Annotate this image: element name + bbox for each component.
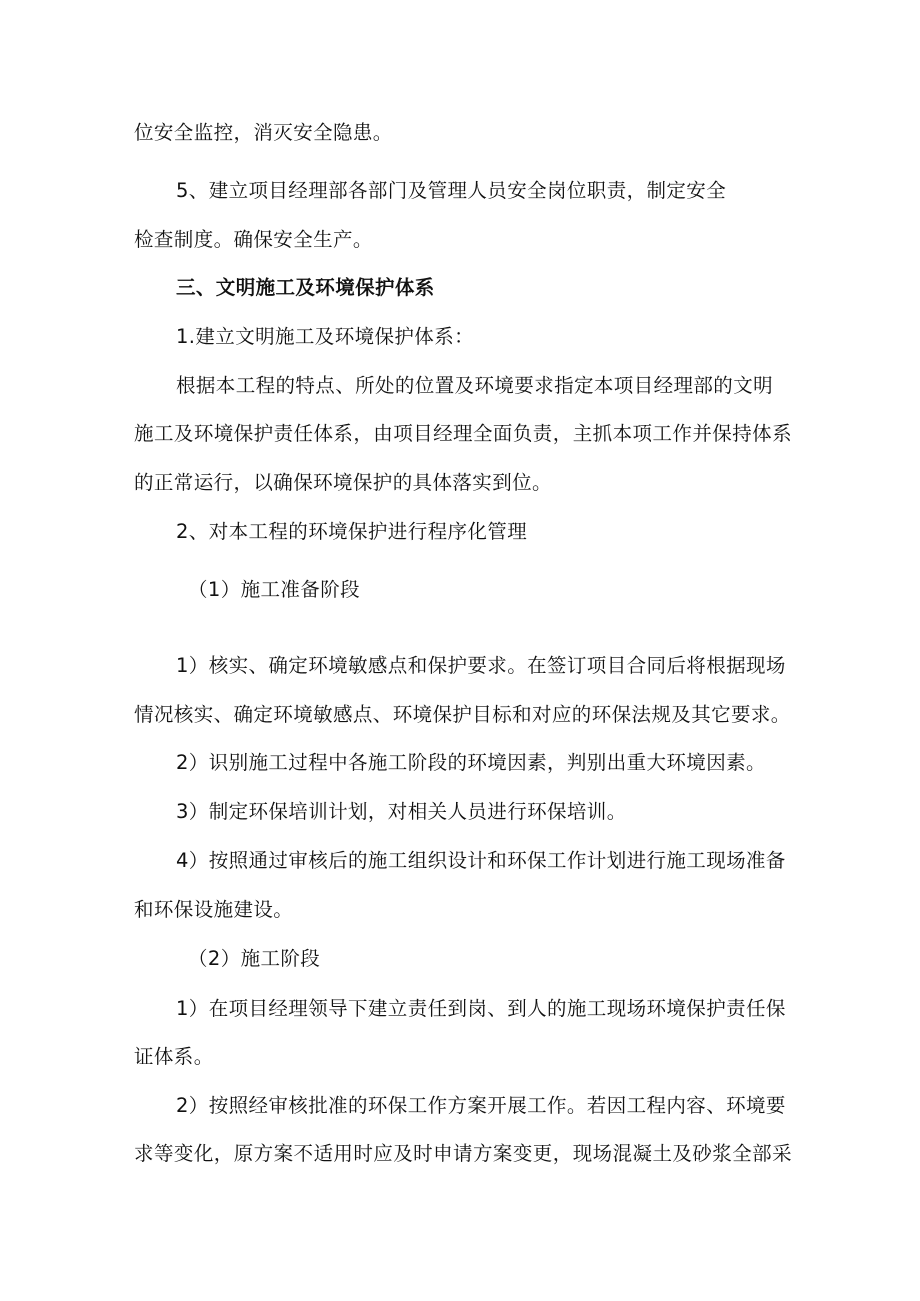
stage-heading: （2）施工阶段 [188, 947, 321, 970]
text-line: 2）识别施工过程中各施工阶段的环境因素，判别出重大环境因素。 [176, 751, 766, 774]
text-line: 5、建立项目经理部各部门及管理人员安全岗位职责，制定安全 [176, 179, 727, 202]
text-line: 4）按照通过审核后的施工组织设计和环保工作计划进行施工现场准备 [176, 849, 786, 872]
text-line: 根据本工程的特点、所处的位置及环境要求指定本项目经理部的文明 [176, 374, 774, 397]
stage-heading: （1）施工准备阶段 [188, 578, 361, 601]
text-line: 3）制定环保培训计划，对相关人员进行环保培训。 [176, 800, 627, 823]
subsection-heading: 1.建立文明施工及环境保护体系： [176, 325, 475, 348]
text-line: 1）在项目经理领导下建立责任到岗、到人的施工现场环境保护责任保 [176, 997, 786, 1020]
text-line: 位安全监控，消灭安全隐患。 [134, 121, 393, 144]
text-line: 证体系。 [134, 1045, 214, 1068]
text-line: 的正常运行，以确保环境保护的具体落实到位。 [134, 471, 552, 494]
text-line: 求等变化，原方案不适用时应及时申请方案变更，现场混凝土及砂浆全部采 [134, 1142, 792, 1165]
text-line: 情况核实、确定环境敏感点、环境保护目标和对应的环保法规及其它要求。 [134, 703, 791, 726]
text-line: 检查制度。确保安全生产。 [134, 228, 373, 251]
text-line: 施工及环境保护责任体系，由项目经理全面负责，主抓本项工作并保持体系 [134, 422, 792, 445]
text-line: 1）核实、确定环境敏感点和保护要求。在签订项目合同后将根据现场 [176, 654, 786, 677]
text-line: 和环保设施建设。 [134, 898, 294, 921]
section-heading: 三、文明施工及环境保护体系 [176, 276, 435, 299]
text-line: 2）按照经审核批准的环保工作方案开展工作。若因工程内容、环境要 [176, 1094, 786, 1117]
subsection-heading: 2、对本工程的环境保护进行程序化管理 [176, 520, 528, 543]
